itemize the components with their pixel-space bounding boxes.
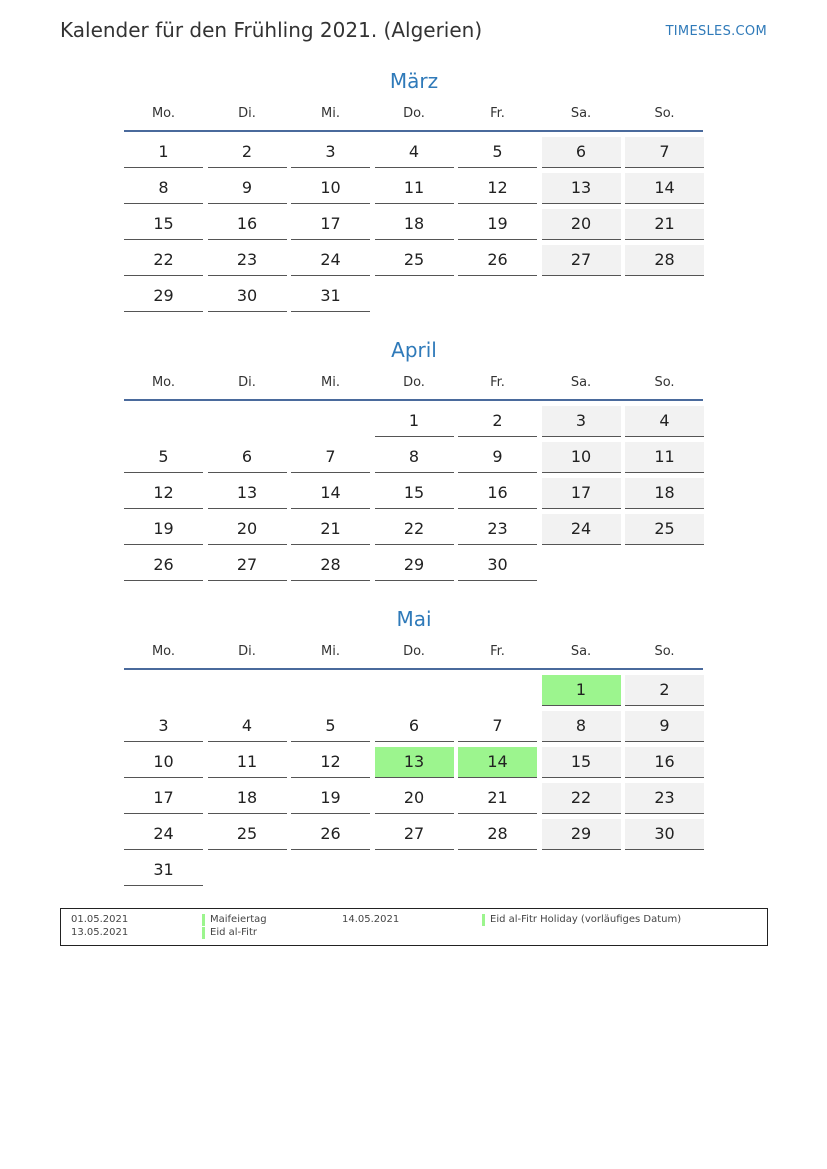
day-cell: 16 — [625, 747, 704, 778]
weekday-label: Mi. — [321, 375, 340, 390]
day-cell: 26 — [124, 550, 203, 581]
day-cell: 29 — [542, 819, 621, 850]
day-cell: 28 — [458, 819, 537, 850]
day-cell: 23 — [625, 783, 704, 814]
day-cell: 13 — [542, 173, 621, 204]
weekday-label: Sa. — [570, 644, 592, 659]
month-calendar — [124, 604, 704, 885]
day-cell: 12 — [458, 173, 537, 204]
legend-date: 13.05.2021 — [71, 927, 129, 938]
day-cell: 2 — [458, 406, 537, 437]
legend-holiday-name: Maifeiertag — [210, 914, 267, 925]
day-cell: 19 — [291, 783, 370, 814]
weekday-label: Di. — [238, 644, 256, 659]
day-cell: 20 — [208, 514, 287, 545]
month-calendar — [124, 335, 704, 580]
day-cell: 9 — [625, 711, 704, 742]
empty-cell — [458, 675, 537, 705]
day-cell: 7 — [291, 442, 370, 473]
day-cell: 25 — [208, 819, 287, 850]
day-cell: 24 — [124, 819, 203, 850]
holiday-day-cell: 14 — [458, 747, 537, 778]
header-divider — [124, 399, 703, 401]
day-cell: 16 — [458, 478, 537, 509]
day-cell: 12 — [124, 478, 203, 509]
day-cell: 21 — [458, 783, 537, 814]
day-cell: 6 — [375, 711, 454, 742]
day-cell: 17 — [291, 209, 370, 240]
weekday-label: Fr. — [490, 106, 505, 121]
weekday-label: Mo. — [151, 106, 176, 121]
day-cell: 14 — [291, 478, 370, 509]
day-cell: 3 — [124, 711, 203, 742]
weekday-header — [124, 371, 704, 395]
day-cell: 21 — [625, 209, 704, 240]
day-cell: 22 — [542, 783, 621, 814]
day-cell: 25 — [625, 514, 704, 545]
weekday-label: Di. — [238, 375, 256, 390]
day-cell: 4 — [208, 711, 287, 742]
day-cell: 31 — [291, 281, 370, 312]
day-cell: 15 — [542, 747, 621, 778]
day-cell: 7 — [625, 137, 704, 168]
day-cell: 1 — [375, 406, 454, 437]
day-cell: 2 — [625, 675, 704, 706]
day-cell: 5 — [291, 711, 370, 742]
month-name: Mai — [396, 607, 432, 631]
day-cell: 31 — [124, 855, 203, 886]
header-divider — [124, 130, 703, 132]
day-cell: 8 — [124, 173, 203, 204]
day-cell: 12 — [291, 747, 370, 778]
page-title: Kalender für den Frühling 2021. (Algerien) — [60, 18, 483, 42]
legend-holiday-name: Eid al-Fitr Holiday (vorläufiges Datum) — [490, 914, 682, 925]
day-cell: 27 — [542, 245, 621, 276]
day-cell: 13 — [208, 478, 287, 509]
legend-date: 14.05.2021 — [342, 914, 400, 925]
day-cell: 10 — [291, 173, 370, 204]
day-grid — [124, 137, 704, 311]
day-cell: 4 — [375, 137, 454, 168]
day-cell: 15 — [124, 209, 203, 240]
weekday-label: So. — [654, 106, 675, 121]
day-cell: 20 — [542, 209, 621, 240]
day-cell: 22 — [124, 245, 203, 276]
day-cell: 30 — [208, 281, 287, 312]
day-cell: 30 — [625, 819, 704, 850]
weekday-label: So. — [654, 375, 675, 390]
day-cell: 28 — [625, 245, 704, 276]
day-cell: 27 — [375, 819, 454, 850]
day-cell: 19 — [458, 209, 537, 240]
weekday-label: Fr. — [490, 375, 505, 390]
weekday-label: Mi. — [321, 644, 340, 659]
day-cell: 10 — [124, 747, 203, 778]
day-cell: 1 — [124, 137, 203, 168]
day-cell: 18 — [208, 783, 287, 814]
empty-cell — [291, 675, 370, 705]
empty-cell — [208, 675, 287, 705]
legend-holiday-name: Eid al-Fitr — [210, 927, 257, 938]
empty-cell — [208, 406, 287, 436]
weekday-label: Do. — [403, 644, 425, 659]
weekday-label: Do. — [403, 375, 425, 390]
holiday-color-marker — [202, 914, 205, 926]
day-cell: 4 — [625, 406, 704, 437]
holiday-day-cell: 1 — [542, 675, 621, 706]
day-cell: 14 — [625, 173, 704, 204]
day-cell: 10 — [542, 442, 621, 473]
day-cell: 23 — [458, 514, 537, 545]
day-cell: 23 — [208, 245, 287, 276]
day-cell: 28 — [291, 550, 370, 581]
weekday-label: Mo. — [151, 375, 176, 390]
day-cell: 15 — [375, 478, 454, 509]
weekday-label: Fr. — [490, 644, 505, 659]
empty-cell — [291, 406, 370, 436]
day-cell: 22 — [375, 514, 454, 545]
empty-cell — [124, 675, 203, 705]
weekday-label: Di. — [238, 106, 256, 121]
day-cell: 29 — [375, 550, 454, 581]
day-cell: 11 — [208, 747, 287, 778]
day-cell: 5 — [458, 137, 537, 168]
weekday-header — [124, 102, 704, 126]
weekday-label: Sa. — [570, 106, 592, 121]
brand-link[interactable]: TIMESLES.COM — [665, 24, 767, 39]
weekday-label: Do. — [403, 106, 425, 121]
header-divider — [124, 668, 703, 670]
day-cell: 16 — [208, 209, 287, 240]
day-cell: 24 — [291, 245, 370, 276]
weekday-label: Mo. — [151, 644, 176, 659]
day-cell: 30 — [458, 550, 537, 581]
weekday-label: So. — [654, 644, 675, 659]
day-cell: 2 — [208, 137, 287, 168]
month-name: April — [391, 338, 437, 362]
day-cell: 8 — [542, 711, 621, 742]
day-cell: 19 — [124, 514, 203, 545]
day-cell: 9 — [458, 442, 537, 473]
day-cell: 11 — [625, 442, 704, 473]
day-cell: 17 — [542, 478, 621, 509]
day-cell: 6 — [542, 137, 621, 168]
month-calendar — [124, 66, 704, 311]
day-cell: 18 — [625, 478, 704, 509]
day-cell: 9 — [208, 173, 287, 204]
weekday-label: Mi. — [321, 106, 340, 121]
holiday-legend — [60, 908, 768, 946]
day-cell: 27 — [208, 550, 287, 581]
day-grid — [124, 675, 704, 885]
day-cell: 8 — [375, 442, 454, 473]
weekday-label: Sa. — [570, 375, 592, 390]
day-cell: 21 — [291, 514, 370, 545]
day-cell: 11 — [375, 173, 454, 204]
holiday-color-marker — [202, 927, 205, 939]
day-cell: 7 — [458, 711, 537, 742]
day-cell: 6 — [208, 442, 287, 473]
day-cell: 20 — [375, 783, 454, 814]
empty-cell — [375, 675, 454, 705]
day-cell: 18 — [375, 209, 454, 240]
legend-date: 01.05.2021 — [71, 914, 129, 925]
day-cell: 17 — [124, 783, 203, 814]
day-cell: 3 — [291, 137, 370, 168]
day-grid — [124, 406, 704, 580]
day-cell: 24 — [542, 514, 621, 545]
holiday-color-marker — [482, 914, 485, 926]
holiday-day-cell: 13 — [375, 747, 454, 778]
day-cell: 29 — [124, 281, 203, 312]
empty-cell — [124, 406, 203, 436]
day-cell: 3 — [542, 406, 621, 437]
day-cell: 25 — [375, 245, 454, 276]
day-cell: 26 — [458, 245, 537, 276]
day-cell: 5 — [124, 442, 203, 473]
month-name: März — [389, 69, 439, 93]
day-cell: 26 — [291, 819, 370, 850]
weekday-header — [124, 640, 704, 664]
